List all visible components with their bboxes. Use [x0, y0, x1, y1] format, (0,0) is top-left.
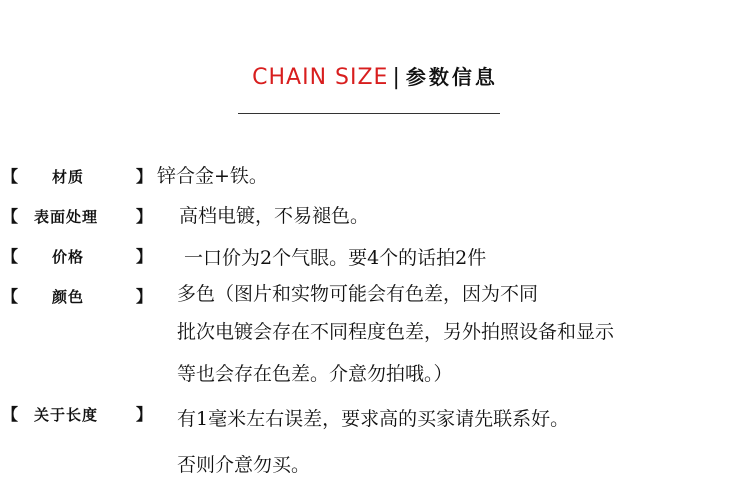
- title-chinese: 参数信息: [405, 65, 498, 89]
- bracket-open: 【: [2, 405, 19, 424]
- bracket-close: 】: [136, 287, 153, 306]
- param-label-length: [0, 400, 160, 430]
- bracket-close: 】: [136, 405, 153, 424]
- bracket-open: 【: [2, 207, 19, 226]
- param-value-line: 有1毫米左右误差，要求高的买家请先联系好。: [177, 408, 570, 430]
- param-value-line: 一口价为2个气眼。要4个的话拍2件: [184, 247, 487, 269]
- title-english: CHAIN SIZE: [252, 65, 389, 90]
- param-label-price: [0, 242, 160, 272]
- header-underline: [238, 113, 500, 114]
- bracket-close: 】: [136, 247, 153, 266]
- param-value-line: 锌合金+铁。: [157, 165, 268, 187]
- title-separator: |: [392, 65, 400, 90]
- param-value-line: 否则介意勿买。: [177, 454, 311, 476]
- param-label-material: [0, 162, 160, 192]
- bracket-close: 】: [136, 207, 153, 226]
- param-value-line: 高档电镀，不易褪色。: [179, 205, 370, 227]
- page-header: [0, 62, 750, 93]
- bracket-open: 【: [2, 167, 19, 186]
- param-value-line: 多色（图片和实物可能会有色差，因为不同: [177, 283, 539, 305]
- bracket-open: 【: [2, 287, 19, 306]
- bracket-close: 】: [136, 167, 153, 186]
- param-label-text: 关于长度: [34, 406, 99, 424]
- param-label-color: [0, 282, 160, 312]
- param-label-text: 表面处理: [34, 208, 99, 226]
- param-value-line: 批次电镀会存在不同程度色差，另外拍照设备和显示: [177, 321, 615, 343]
- param-label-text: 价格: [52, 248, 85, 266]
- param-label-surface: [0, 202, 160, 232]
- param-label-text: 材质: [52, 168, 85, 186]
- bracket-open: 【: [2, 247, 19, 266]
- param-value-line: 等也会存在色差。介意勿拍哦。）: [177, 363, 453, 385]
- param-label-text: 颜色: [52, 288, 85, 306]
